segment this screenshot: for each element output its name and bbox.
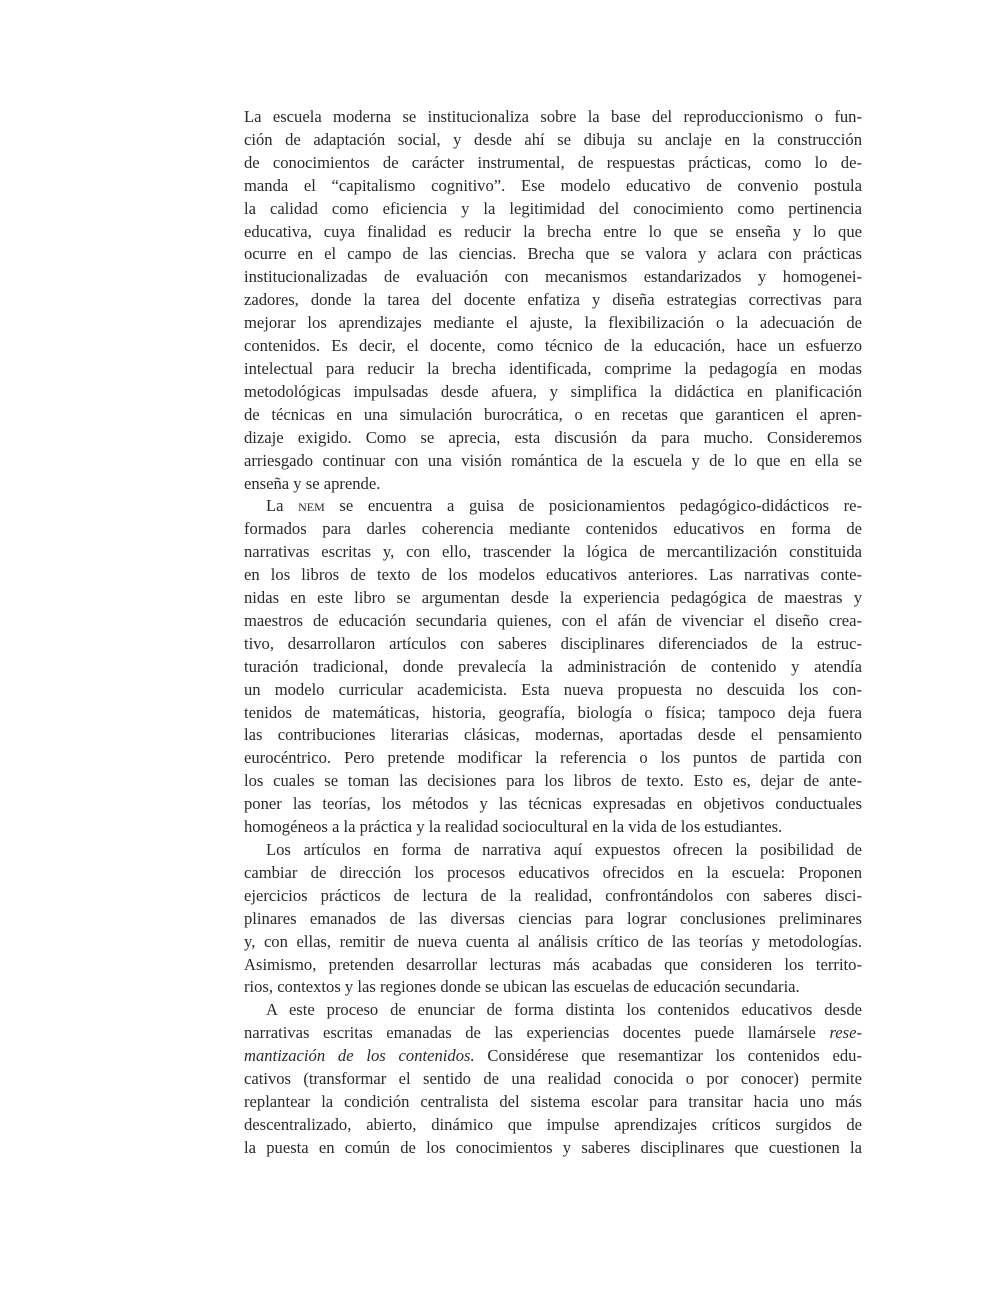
text-line: institucionalizadas de evaluación con mecanismos estandarizados y homogenei-	[244, 267, 862, 287]
text-line: Asimismo, pretenden desarrollar lecturas más acabadas que consideren los territo-	[244, 954, 862, 974]
text-line: eurocéntrico. Pero pretende modificar la referencia o los puntos de partida con	[244, 748, 862, 768]
italic-term: rese-	[829, 1023, 862, 1043]
text-line: formados para darles coherencia mediante contenidos educativos en forma de	[244, 519, 862, 539]
text-line: tenidos de matemáticas, historia, geografía, biología o física; tampoco deja fuera	[244, 702, 862, 722]
text-line: de técnicas en una simulación burocrática, o en recetas que garanticen el apren-	[244, 404, 862, 424]
text-line: homogéneos a la práctica y la realidad sociocultural en la vida de los estudiantes.	[244, 817, 783, 837]
text-line: turación tradicional, donde prevalecía la administración de contenido y atendía	[244, 656, 862, 676]
text-line	[244, 495, 862, 518]
text-line: ejercicios prácticos de lectura de la realidad, confrontándolos con saberes disci-	[244, 885, 862, 905]
text-line: plinares emanados de las diversas ciencias para lograr conclusiones preliminares	[244, 908, 862, 928]
text-line: manda el “capitalismo cognitivo”. Ese modelo educativo de convenio postula	[244, 175, 862, 195]
text-line: descentralizado, abierto, dinámico que impulse aprendizajes críticos surgidos de	[244, 1114, 862, 1134]
text-line	[244, 1045, 862, 1068]
text-line: nidas en este libro se argumentan desde la experiencia pedagógica de maestras y	[244, 588, 862, 608]
text-line: Los artículos en forma de narrativa aquí expuestos ofrecen la posibilidad de	[266, 840, 862, 859]
italic-term: mantización de los contenidos.	[244, 1046, 475, 1066]
text-line: mejorar los aprendizajes mediante el ajuste, la flexibilización o la adecuación de	[244, 313, 862, 333]
acronym-nem: nem	[298, 496, 325, 516]
text-line: enseña y se aprende.	[244, 473, 381, 493]
text-run: La	[266, 496, 299, 516]
text-line: en los libros de texto de los modelos educativos anteriores. Las narrativas conte-	[244, 565, 862, 585]
text-line: arriesgado continuar con una visión romántica de la escuela y de lo que en ella se	[244, 450, 862, 470]
text-line: A este proceso de enunciar de forma distinta los contenidos educativos desde	[266, 1000, 862, 1020]
text-line: intelectual para reducir la brecha identificada, comprime la pedagogía en modas	[244, 358, 862, 378]
text-line: la puesta en común de los conocimientos y saberes disciplinares que cuestionen la	[244, 1137, 862, 1157]
text-line: narrativas escritas y, con ello, trascender la lógica de mercantilización constituida	[244, 542, 862, 562]
text-line: replantear la condición centralista del sistema escolar para transitar hacia uno más	[244, 1091, 862, 1111]
text-line: metodológicas impulsadas desde afuera, y simplifica la didáctica en planificación	[244, 381, 862, 401]
text-line: dizaje exigido. Como se aprecia, esta discusión da para mucho. Consideremos	[244, 427, 862, 447]
text-line: cativos (transformar el sentido de una realidad conocida o por conocer) permite	[244, 1069, 862, 1089]
text-line: La escuela moderna se institucionaliza sobre la base del reproduccionismo o fun-	[244, 107, 862, 126]
text-line: ocurre en el campo de las ciencias. Brecha que se valora y aclara con prácticas	[244, 244, 862, 264]
text-line: poner las teorías, los métodos y las técnicas expresadas en objetivos conductuales	[244, 794, 862, 814]
text-line: tivo, desarrollaron artículos con saberes disciplinares diferenciados de la estruc-	[244, 633, 862, 653]
text-line: educativa, cuya finalidad es reducir la brecha entre lo que se enseña y lo que	[244, 221, 862, 241]
paragraph	[244, 495, 862, 839]
text-line: los cuales se toman las decisiones para los libros de texto. Esto es, dejar de ante-	[244, 771, 862, 791]
text-line: un modelo curricular academicista. Esta nueva propuesta no descuida los con-	[244, 679, 862, 699]
body-text	[244, 106, 862, 1160]
text-line: la calidad como eficiencia y la legitimidad del conocimiento como pertinencia	[244, 198, 862, 218]
text-line: contenidos. Es decir, el docente, como técnico de la educación, hace un esfuerzo	[244, 336, 862, 356]
text-run: Considérese que resemantizar los contenidos edu-	[474, 1046, 862, 1066]
text-line: maestros de educación secundaria quienes, con el afán de vivenciar el diseño crea-	[244, 610, 862, 630]
paragraph	[244, 999, 862, 1159]
text-line: de conocimientos de carácter instrumental, de respuestas prácticas, como lo de-	[244, 152, 862, 172]
text-line: cambiar de dirección los procesos educativos ofrecidos en la escuela: Proponen	[244, 862, 862, 882]
text-line: las contribuciones literarias clásicas, modernas, aportadas desde el pensamiento	[244, 725, 862, 745]
text-line: rios, contextos y las regiones donde se ubican las escuelas de educación secundaria.	[244, 977, 800, 997]
text-line	[244, 1022, 862, 1045]
paragraph	[244, 106, 862, 495]
paragraph	[244, 839, 862, 999]
text-line: y, con ellas, remitir de nueva cuenta al análisis crítico de las teorías y metodologías.	[244, 931, 862, 951]
text-run: se encuentra a guisa de posicionamientos pedagógico-didácticos re-	[324, 496, 862, 516]
text-line: ción de adaptación social, y desde ahí se dibuja su anclaje en la construcción	[244, 129, 862, 149]
text-run: narrativas escritas emanadas de las experiencias docentes puede llamársele	[244, 1023, 830, 1043]
text-line: zadores, donde la tarea del docente enfatiza y diseña estrategias correctivas para	[244, 290, 862, 310]
